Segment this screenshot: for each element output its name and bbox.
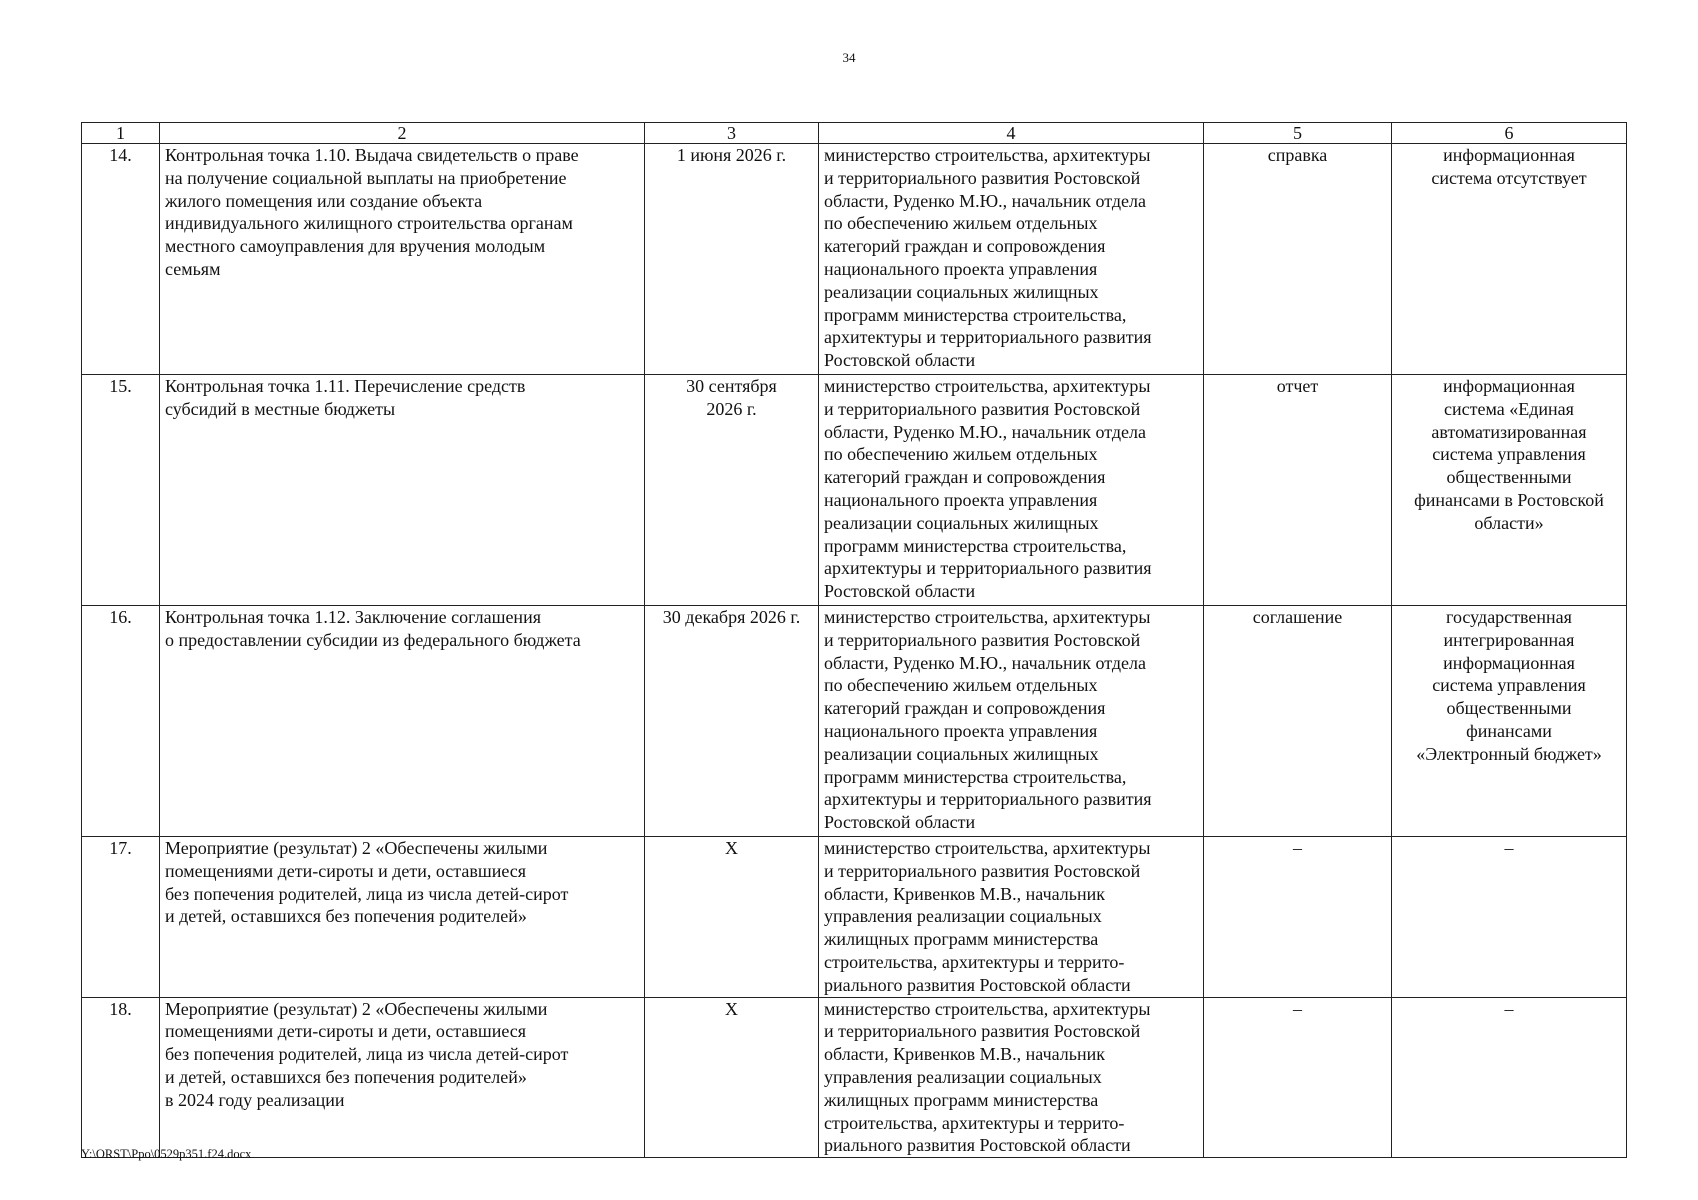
row-number: 18.: [82, 997, 160, 1158]
row-responsible-text: министерство строительства, архитектуры и территориального развития Ростовской области, Руденко М.Ю., начальник отдела по обеспечению жильем отдельных категорий граждан и сопровождения национального проекта управления реализации социальных жилищных программ министерства строительства, архитектуры и территориального развития Ростовской области: [824, 376, 1152, 602]
row-responsible: [819, 606, 1204, 837]
row-system-text: –: [1504, 998, 1514, 1019]
table-row: [82, 997, 1627, 1158]
row-date-text: Х: [725, 838, 738, 858]
row-date: [645, 997, 819, 1158]
row-date-text: 30 декабря 2026 г.: [662, 607, 801, 627]
row-system: [1392, 997, 1627, 1158]
table-row: [82, 144, 1627, 375]
page-number: 34: [842, 50, 856, 65]
row-document: справка: [1204, 144, 1392, 375]
header-col-1: 1: [82, 123, 160, 144]
header-col-2: 2: [160, 123, 645, 144]
row-document: –: [1204, 997, 1392, 1158]
table-row: [82, 375, 1627, 606]
row-system: [1392, 144, 1627, 375]
row-responsible: [819, 144, 1204, 375]
file-path-footer: Y:\ORST\Ppo\0529p351.f24.docx: [81, 1147, 252, 1161]
row-date: [645, 144, 819, 375]
row-name: [160, 606, 645, 837]
header-col-5: 5: [1204, 123, 1392, 144]
row-system-text: –: [1504, 838, 1514, 858]
row-document: отчет: [1204, 375, 1392, 606]
row-responsible: [819, 997, 1204, 1158]
row-system-text: информационная система отсутствует: [1431, 145, 1587, 188]
row-responsible-text: министерство строительства, архитектуры и территориального развития Ростовской области, Руденко М.Ю., начальник отдела по обеспечению жильем отдельных категорий граждан и сопровождения национального проекта управления реализации социальных жилищных программ министерства строительства, архитектуры и территориального развития Ростовской области: [824, 607, 1152, 833]
row-number: 17.: [82, 837, 160, 998]
row-name: [160, 997, 645, 1158]
row-responsible: [819, 837, 1204, 998]
row-date-text: 1 июня 2026 г.: [676, 145, 787, 165]
row-responsible-text: министерство строительства, архитектуры и территориального развития Ростовской области, Кривенков М.В., начальник управления реализации социальных жилищных программ министерства строительства, архитектуры и террито- риального развития Ростовской области: [824, 998, 1151, 1156]
row-date: [645, 375, 819, 606]
row-document: –: [1204, 837, 1392, 998]
row-date: [645, 606, 819, 837]
row-system-text: государственная интегрированная информационная система управления общественными финансами «Электронный бюджет»: [1416, 607, 1602, 764]
header-col-6: 6: [1392, 123, 1627, 144]
table-header-row: [82, 123, 1627, 144]
row-name: [160, 144, 645, 375]
row-responsible: [819, 375, 1204, 606]
row-number: 14.: [82, 144, 160, 375]
table-row: [82, 606, 1627, 837]
row-document: соглашение: [1204, 606, 1392, 837]
row-name-text: Контрольная точка 1.11. Перечисление средств субсидий в местные бюджеты: [165, 376, 526, 419]
row-number: 15.: [82, 375, 160, 606]
row-name: [160, 375, 645, 606]
row-system: [1392, 837, 1627, 998]
row-date-text: 30 сентября 2026 г.: [686, 376, 777, 419]
row-number: 16.: [82, 606, 160, 837]
row-name-text: Контрольная точка 1.10. Выдача свидетельств о праве на получение социальной выплаты на приобретение жилого помещения или создание объекта индивидуального жилищного строительства органам местного самоуправления для вручения молодым семьям: [165, 145, 579, 279]
control-points-table: [81, 122, 1627, 1158]
header-col-4: 4: [819, 123, 1204, 144]
row-name-text: Мероприятие (результат) 2 «Обеспечены жилыми помещениями дети-сироты и дети, оставшиеся без попечения родителей, лица из числа детей-сирот и детей, оставшихся без попечения родителей» в 2024 году реализации: [165, 998, 569, 1110]
row-responsible-text: министерство строительства, архитектуры и территориального развития Ростовской области, Руденко М.Ю., начальник отдела по обеспечению жильем отдельных категорий граждан и сопровождения национального проекта управления реализации социальных жилищных программ министерства строительства, архитектуры и территориального развития Ростовской области: [824, 145, 1152, 371]
row-system: [1392, 606, 1627, 837]
row-name-text: Контрольная точка 1.12. Заключение соглашения о предоставлении субсидии из федерального бюджета: [165, 607, 581, 650]
row-date: [645, 837, 819, 998]
row-responsible-text: министерство строительства, архитектуры и территориального развития Ростовской области, Кривенков М.В., начальник управления реализации социальных жилищных программ министерства строительства, архитектуры и террито- риального развития Ростовской области: [824, 838, 1151, 995]
row-name-text: Мероприятие (результат) 2 «Обеспечены жилыми помещениями дети-сироты и дети, оставшиеся без попечения родителей, лица из числа детей-сирот и детей, оставшихся без попечения родителей»: [165, 838, 569, 927]
table-row: [82, 837, 1627, 998]
row-system-text: информационная система «Единая автоматизированная система управления общественными финансами в Ростовской области»: [1414, 376, 1604, 533]
row-date-text: Х: [725, 998, 738, 1019]
row-system: [1392, 375, 1627, 606]
header-col-3: 3: [645, 123, 819, 144]
row-name: [160, 837, 645, 998]
